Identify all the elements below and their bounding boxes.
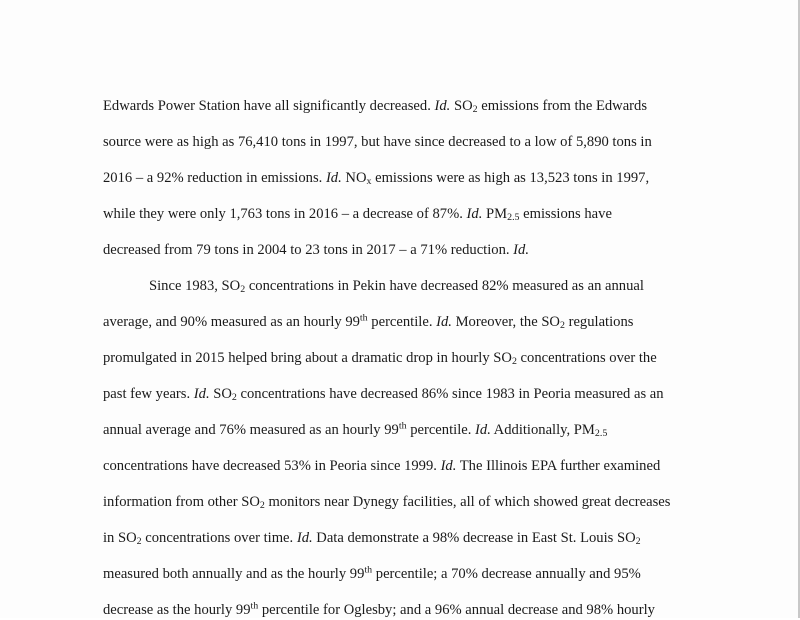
text-run: PM	[482, 206, 508, 222]
citation-id: Id.	[434, 98, 451, 114]
text-run: past few years.	[103, 386, 194, 402]
text-run: average, and 90% measured as an hourly 99	[103, 314, 360, 330]
citation-id: Id.	[436, 314, 452, 330]
text-run: Since 1983, SO	[149, 278, 241, 294]
text-run: while they were only 1,763 tons in 2016 – a decrease of 87%.	[103, 206, 467, 222]
subscript: 2.5	[507, 212, 520, 224]
text-run: emissions from the Edwards	[477, 98, 648, 114]
citation-id: Id.	[440, 458, 457, 474]
text-run: monitors near Dynegy facilities, all of which showed great decreases	[264, 494, 671, 510]
text-run: percentile.	[406, 422, 476, 438]
text-run: Additionally, PM	[490, 422, 595, 438]
text-run: concentrations have decreased 53% in Peoria since 1999.	[103, 458, 441, 474]
text-run: The Illinois EPA further examined	[456, 458, 661, 474]
text-run: emissions were as high as 13,523 tons in 1997,	[371, 170, 650, 186]
superscript: th	[250, 600, 259, 612]
subscript: 2	[472, 104, 478, 116]
text-run: Moreover, the SO	[451, 314, 560, 330]
text-line	[103, 168, 649, 188]
text-line	[103, 420, 607, 440]
citation-id: Id.	[475, 422, 491, 438]
text-run: in SO	[103, 530, 137, 546]
text-run: SO	[209, 386, 232, 402]
text-run: Edwards Power Station have all significantly decreased.	[103, 98, 435, 114]
superscript: th	[359, 312, 368, 324]
text-run: percentile; a 70% decrease annually and 95%	[372, 566, 641, 582]
text-run: decrease as the hourly 99	[103, 602, 251, 618]
citation-id: Id.	[513, 242, 529, 258]
subscript: x	[366, 176, 372, 188]
text-line	[103, 312, 633, 332]
subscript: 2	[511, 356, 517, 368]
text-line	[103, 96, 647, 116]
text-line	[103, 132, 652, 152]
text-run: 2016 – a 92% reduction in emissions.	[103, 170, 326, 186]
text-run: percentile.	[367, 314, 437, 330]
text-line	[103, 204, 612, 224]
text-run: emissions have	[519, 206, 612, 222]
text-run: concentrations have decreased 86% since 1983 in Peoria measured as an	[236, 386, 664, 402]
paragraph-first-line	[149, 276, 644, 296]
text-line	[103, 528, 641, 548]
subscript: 2	[259, 500, 265, 512]
superscript: th	[364, 564, 373, 576]
text-run: concentrations in Pekin have decreased 82% measured as an annual	[245, 278, 644, 294]
text-line	[103, 564, 641, 584]
text-run: annual average and 76% measured as an hourly 99	[103, 422, 399, 438]
text-run: source were as high as 76,410 tons in 1997, but have since decreased to a low of 5,890 tons in	[103, 134, 652, 150]
subscript: 2	[231, 392, 237, 404]
text-run: percentile for Oglesby; and a 96% annual decrease and 98% hourly	[258, 602, 655, 618]
text-line	[103, 384, 664, 404]
text-run: Data demonstrate a 98% decrease in East St. Louis SO	[312, 530, 636, 546]
subscript: 2.5	[594, 428, 608, 440]
citation-id: Id.	[296, 530, 313, 546]
text-run: NO	[341, 170, 367, 186]
text-run: promulgated in 2015 helped bring about a dramatic drop in hourly SO	[103, 350, 512, 366]
subscript: 2	[559, 320, 565, 332]
text-run: regulations	[564, 314, 634, 330]
superscript: th	[398, 420, 407, 432]
text-run: concentrations over the	[516, 350, 657, 366]
text-line	[103, 456, 660, 476]
text-line	[103, 600, 655, 620]
citation-id: Id.	[325, 170, 342, 186]
text-run: information from other SO	[103, 494, 260, 510]
text-line	[103, 240, 529, 260]
text-run: decreased from 79 tons in 2004 to 23 tons in 2017 – a 71% reduction.	[103, 242, 514, 258]
text-run: concentrations over time.	[141, 530, 297, 546]
text-line	[103, 492, 670, 512]
subscript: 2	[136, 536, 142, 548]
text-run: SO	[450, 98, 473, 114]
subscript: 2	[240, 284, 246, 296]
citation-id: Id.	[466, 206, 483, 222]
text-run: measured both annually and as the hourly 99	[103, 566, 365, 582]
citation-id: Id.	[193, 386, 210, 402]
subscript: 2	[635, 536, 641, 548]
text-line	[103, 348, 657, 368]
